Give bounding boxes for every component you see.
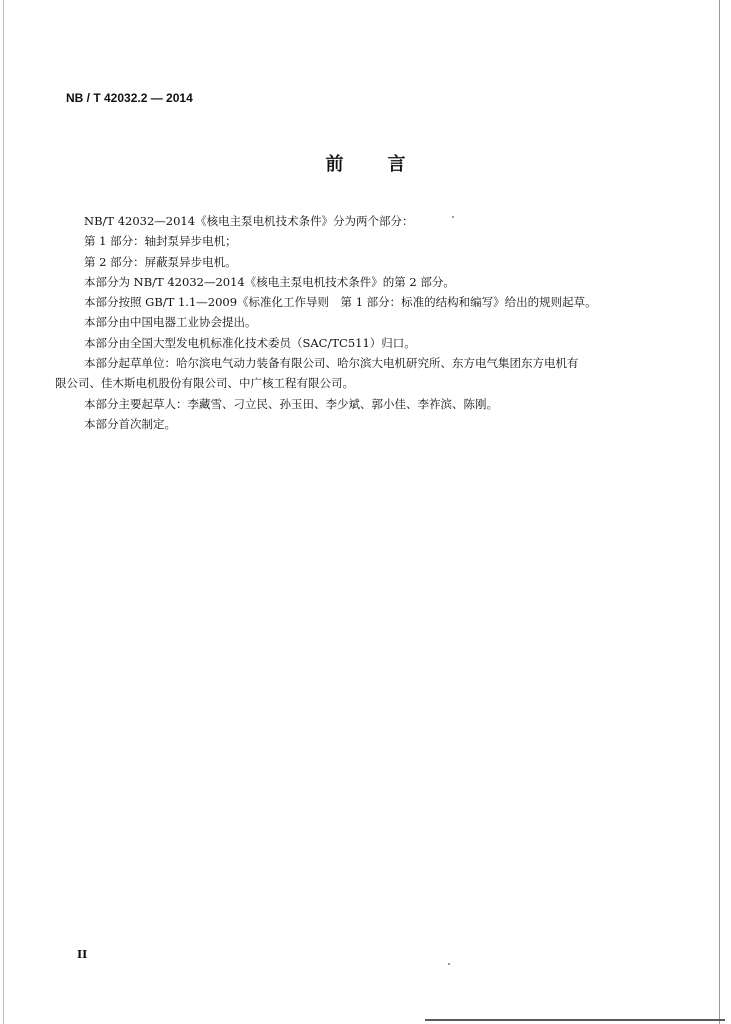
paragraph-part1: 第 1 部分：轴封泵异步电机；: [84, 234, 237, 249]
paragraph-proposed-by: 本部分由中国电器工业协会提出。: [84, 315, 257, 330]
page-title: [0, 150, 731, 176]
paragraph-drafting-rules: 本部分按照 GB/T 1.1—2009《标准化工作导则 第 1 部分：标准的结构和编写》给出的规则起草。: [84, 295, 597, 310]
paragraph-this-part: 本部分为 NB/T 42032—2014《核电主泵电机技术条件》的第 2 部分。: [84, 274, 455, 289]
title-char-1: 前: [325, 154, 344, 175]
scan-speck: [448, 963, 450, 965]
foreword-body: [55, 211, 656, 434]
page-number: II: [77, 948, 88, 961]
paragraph-drafting-units: 本部分起草单位：哈尔滨电气动力装备有限公司、哈尔滨大电机研究所、东方电气集团东方电机有: [84, 356, 579, 371]
paragraph-drafting-units-cont: 限公司、佳木斯电机股份有限公司、中广核工程有限公司。: [55, 376, 354, 391]
title-char-2: 言: [387, 154, 406, 175]
standard-code: NB / T 42032.2 — 2014: [66, 91, 193, 105]
scan-speck: [452, 216, 454, 218]
paragraph-drafters: 本部分主要起草人：李藏雪、刁立民、孙玉田、李少斌、郭小佳、李祚滨、陈刚。: [84, 396, 498, 411]
scan-edge-bottom: [425, 1019, 725, 1021]
paragraph-part2: 第 2 部分：屏蔽泵异步电机。: [84, 254, 237, 269]
paragraph-first-edition: 本部分首次制定。: [84, 416, 176, 431]
paragraph-intro: NB/T 42032—2014《核电主泵电机技术条件》分为两个部分：: [84, 214, 414, 228]
paragraph-centralized-by: 本部分由全国大型发电机标准化技术委员（SAC/TC511）归口。: [84, 335, 416, 350]
